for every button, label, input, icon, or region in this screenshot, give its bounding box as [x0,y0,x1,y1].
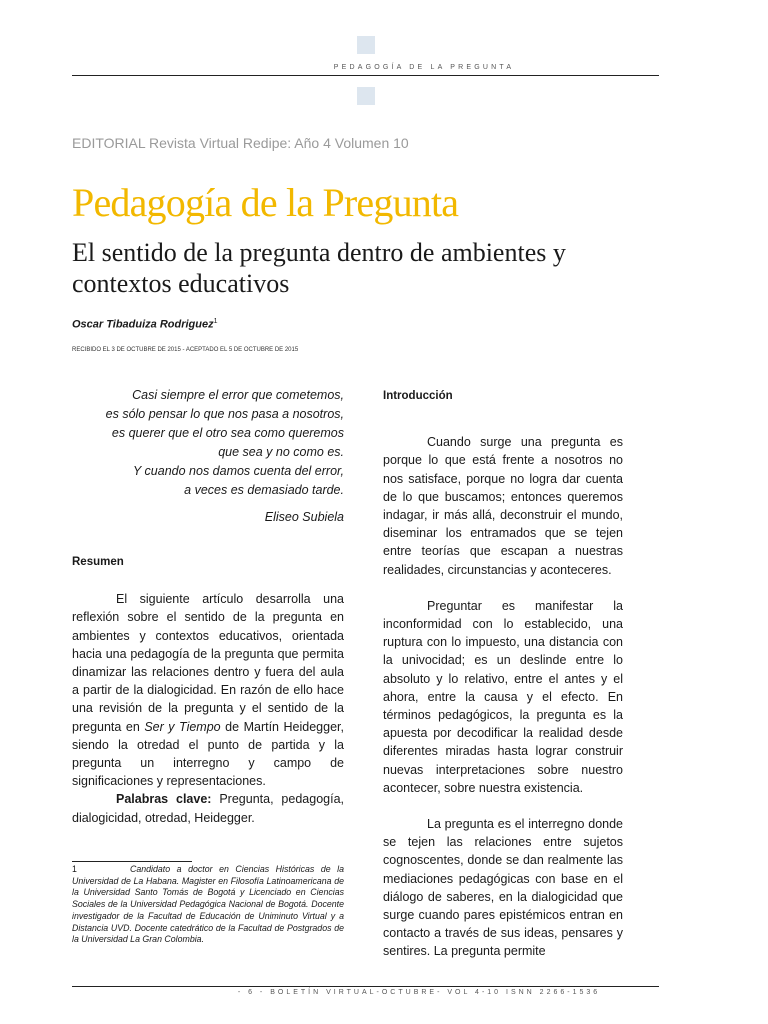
epigraph-line: que sea y no como es. [218,445,344,459]
page-footer: - 6 - BOLETÍN VIRTUAL-OCTUBRE- VOL 4-10 ISNN 2266-1536 [237,989,601,996]
article-title: Pedagogía de la Pregunta [72,180,459,225]
introduction-paragraph: Cuando surge una pregunta es porque lo que está frente a nosotros no nos satisface, porque no logra dar cuenta de lo que buscamos; entonces queremos indagar, ir más allá, deconstruir el mundo, diseminar los entramados que se tejen entre teorías que escapan a nuestras realidades, circunstancias y aconteceres. [383,435,623,577]
keywords [72,790,344,826]
footnote [72,864,344,946]
book-title: Ser y Tiempo [144,719,221,734]
received-date: RECIBIDO EL 3 DE OCTUBRE DE 2015 - ACEPTADO EL 5 DE OCTUBRE DE 2015 [72,347,299,353]
footnote-text: Candidato a doctor en Ciencias Históricas de la Universidad de La Habana. Magister en Filosofía Latinoamericana de la Universidad Santo Tomás de Bogotá y Licenciado en Ciencias Sociales de la Universidad Pedagógica Nacional de Bogotá. Docente investigador de la Facultad de Educación de Uniminuto Virtual y a Distancia UVD. Docente catedrático de la Facultad de Postgrados de la Universidad La Gran Colombia. [72,864,344,945]
abstract-section [72,553,344,845]
footnote-number: 1 [72,864,77,874]
footer-rule [72,986,659,987]
article-subtitle: El sentido de la pregunta dentro de ambientes y contextos educativos [72,238,566,298]
author-name: Oscar Tibaduiza Rodriguez [72,318,214,331]
epigraph-line: es sólo pensar lo que nos pasa a nosotros, [105,407,344,421]
keywords-label: Palabras clave: [116,792,212,807]
abstract-paragraph: El siguiente artículo desarrolla una reflexión sobre el sentido de la pregunta en ambientes y contextos educativos, orientada hacia una pedagogía de la pregunta que permita dinamizar las relaciones dentro y fuera del aula a partir de la dialogicidad. En razón de ello hace una revisión de la pregunta y el sentido de la pregunta en Ser y Tiempo de Martín Heidegger, siendo la otredad el punto de partida y la pregunta un interregno y campo de significaciones y representaciones. [72,592,344,789]
footnote-rule [72,861,192,862]
header-rule [72,75,659,76]
epigraph-line: a veces es demasiado tarde. [184,483,344,497]
introduction-section [383,387,623,979]
abstract-heading: Resumen [72,556,124,568]
epigraph-line: Casi siempre el error que cometemos, [132,388,344,402]
epigraph-line: es querer que el otro sea como queremos [111,426,344,440]
header-decor-square-lower [357,87,375,105]
author [72,318,218,331]
introduction-paragraph: La pregunta es el interregno donde se tejen las relaciones entre sujetos cognoscentes, donde se dan realmente las mediaciones pedagógicas con base en el diálogo de saberes, en la dialogicidad que surge cuando pares epistémicos entran en contacto a través de sus ideas, pensares y sentires. La pregunta permite [383,817,623,959]
author-footnote-mark[interactable]: 1 [213,318,218,325]
introduction-paragraph: Preguntar es manifestar la inconformidad con lo establecido, una ruptura con lo impuesto, una distancia con la univocidad; es un deslinde entre lo absoluto y lo relativo, entre el antes y el ahora, entre la causa y el efecto. En términos pedagógicos, la pregunta es la apuesta por decodificar la realidad desde diferentes miradas hasta lograr construir nuevas interpretaciones sobre nuestro acontecer, sobre nuestra existencia. [383,598,623,795]
epigraph-line: Y cuando nos damos cuenta del error, [132,464,344,478]
keywords-list: Pregunta, pedagogía, dialogicidad, otredad, Heidegger. [72,792,344,825]
header-decor-square [357,36,375,54]
introduction-heading: Introducción [383,390,453,402]
epigraph [72,386,344,527]
editorial-line: EDITORIAL Revista Virtual Redipe: Año 4 Volumen 10 [72,135,409,151]
epigraph-author: Eliseo Subiela [264,510,344,524]
running-header: PEDAGOGÍA DE LA PREGUNTA [333,64,515,71]
